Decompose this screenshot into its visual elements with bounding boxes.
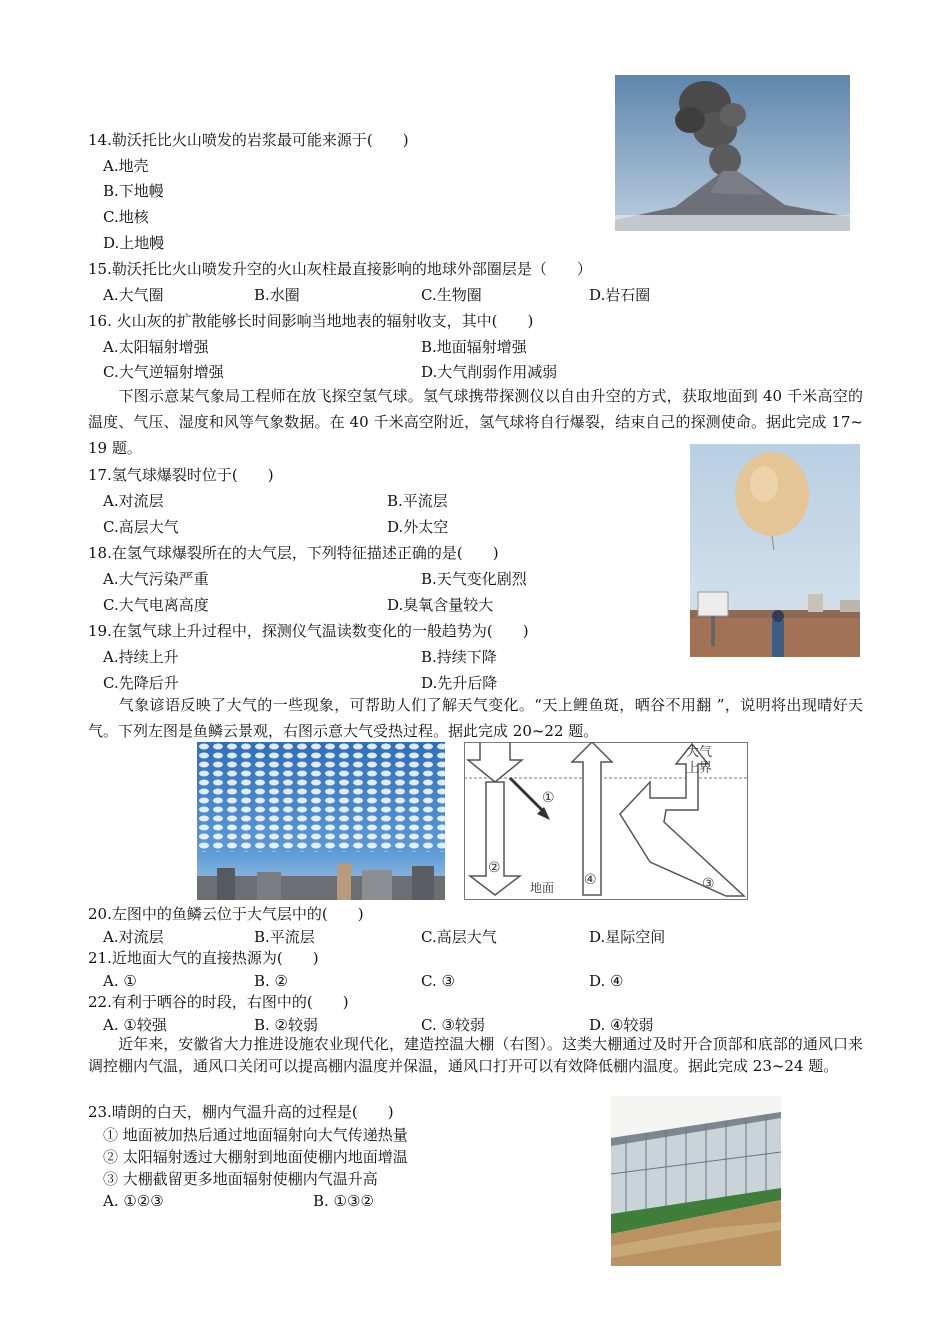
q21-option-c[interactable]: C. ③ bbox=[421, 972, 455, 990]
q18-option-b[interactable]: B.天气变化剧烈 bbox=[421, 570, 527, 588]
q16-option-b[interactable]: B.地面辐射增强 bbox=[421, 338, 527, 356]
q17-option-b[interactable]: B.平流层 bbox=[387, 492, 448, 510]
q15-option-d[interactable]: D.岩石圈 bbox=[589, 286, 651, 304]
q19-option-a[interactable]: A.持续上升 bbox=[103, 648, 179, 666]
cloud-photo bbox=[197, 742, 445, 900]
q19-stem: 19.在氢气球上升过程中，探测仪气温读数变化的一般趋势为( ) bbox=[88, 622, 529, 640]
q23-statement-3: ③ 大棚截留更多地面辐射使棚内气温升高 bbox=[103, 1170, 378, 1188]
q22-option-a[interactable]: A. ①较强 bbox=[103, 1016, 167, 1034]
q16-option-a[interactable]: A.太阳辐射增强 bbox=[103, 338, 209, 356]
q16-option-c[interactable]: C.大气逆辐射增强 bbox=[103, 363, 224, 381]
q22-option-c[interactable]: C. ③较弱 bbox=[421, 1016, 485, 1034]
volcano-photo bbox=[615, 75, 850, 231]
q19-option-c[interactable]: C.先降后升 bbox=[103, 674, 179, 692]
marker-4: ④ bbox=[584, 872, 597, 888]
q15-option-c[interactable]: C.生物圈 bbox=[421, 286, 482, 304]
label-ground: 地面 bbox=[530, 881, 555, 895]
label-top-boundary: 上界 bbox=[686, 761, 713, 776]
q14-option-d[interactable]: D.上地幔 bbox=[103, 234, 165, 252]
q21-option-d[interactable]: D. ④ bbox=[589, 972, 624, 990]
balloon-photo bbox=[690, 444, 860, 657]
q20-option-a[interactable]: A.对流层 bbox=[103, 928, 164, 946]
q18-stem: 18.在氢气球爆裂所在的大气层，下列特征描述正确的是( ) bbox=[88, 544, 499, 562]
heating-diagram bbox=[464, 742, 748, 900]
q19-option-d[interactable]: D.先升后降 bbox=[421, 674, 498, 692]
marker-3: ③ bbox=[702, 876, 715, 892]
q14-option-a[interactable]: A.地壳 bbox=[103, 157, 149, 175]
q20-option-c[interactable]: C.高层大气 bbox=[421, 928, 497, 946]
q21-option-b[interactable]: B. ② bbox=[254, 972, 289, 990]
q22-option-b[interactable]: B. ②较弱 bbox=[254, 1016, 319, 1034]
q17-stem: 17.氢气球爆裂时位于( ) bbox=[88, 466, 274, 484]
q23-statement-1: ① 地面被加热后通过地面辐射向大气传递热量 bbox=[103, 1126, 408, 1144]
q18-option-d[interactable]: D.臭氧含量较大 bbox=[387, 596, 494, 614]
q15-stem: 15.勒沃托比火山喷发升空的火山灰柱最直接影响的地球外部圈层是（ ） bbox=[88, 260, 592, 278]
q18-option-a[interactable]: A.大气污染严重 bbox=[103, 570, 209, 588]
q20-option-b[interactable]: B.平流层 bbox=[254, 928, 315, 946]
q16-option-d[interactable]: D.大气削弱作用减弱 bbox=[421, 363, 558, 381]
label-atmosphere: 大气 bbox=[686, 745, 713, 760]
q15-option-b[interactable]: B.水圈 bbox=[254, 286, 300, 304]
q22-option-d[interactable]: D. ④较弱 bbox=[589, 1016, 654, 1034]
q17-option-c[interactable]: C.高层大气 bbox=[103, 518, 179, 536]
q14-option-b[interactable]: B.下地幔 bbox=[103, 182, 164, 200]
q22-stem: 22.有利于晒谷的时段，右图中的( ) bbox=[88, 993, 349, 1011]
greenhouse-photo bbox=[611, 1096, 781, 1266]
q23-statement-2: ② 太阳辐射透过大棚射到地面使棚内地面增温 bbox=[103, 1148, 408, 1166]
q21-option-a[interactable]: A. ① bbox=[103, 972, 137, 990]
q20-stem: 20.左图中的鱼鳞云位于大气层中的( ) bbox=[88, 905, 364, 923]
q23-stem: 23.晴朗的白天，棚内气温升高的过程是( ) bbox=[88, 1103, 394, 1121]
q14-option-c[interactable]: C.地核 bbox=[103, 208, 149, 226]
q18-option-c[interactable]: C.大气电离高度 bbox=[103, 596, 209, 614]
q14-stem: 14.勒沃托比火山喷发的岩浆最可能来源于( ) bbox=[88, 131, 409, 149]
q17-option-a[interactable]: A.对流层 bbox=[103, 492, 164, 510]
q16-stem: 16. 火山灰的扩散能够长时间影响当地地表的辐射收支，其中( ) bbox=[88, 312, 534, 330]
q20-option-d[interactable]: D.星际空间 bbox=[589, 928, 666, 946]
q17-option-d[interactable]: D.外太空 bbox=[387, 518, 449, 536]
q23-option-b[interactable]: B. ①③② bbox=[313, 1192, 374, 1210]
intro-17-19: 下图示意某气象局工程师在放飞探空氢气球。氢气球携带探测仪以自由升空的方式，获取地面到 40 千米高空的温度、气压、湿度和风等气象数据。在 40 千米高空附近，氢气球将自行爆裂，结束自己的探测使命。据此完成 17~ 19 题。 bbox=[88, 387, 863, 457]
q19-option-b[interactable]: B.持续下降 bbox=[421, 648, 497, 666]
marker-1: ① bbox=[542, 790, 555, 806]
intro-20-22: 气象谚语反映了大气的一些现象，可帮助人们了解天气变化。“天上鲤鱼斑，晒谷不用翻 ”，说明将出现晴好天气。下列左图是鱼鳞云景观，右图示意大气受热过程。据此完成 20~22 题。 bbox=[88, 696, 863, 740]
intro-23-24: 近年来，安徽省大力推进设施农业现代化，建造控温大棚（右图）。这类大棚通过及时开合顶部和底部的通风口来调控棚内气温，通风口关闭可以提高棚内温度并保温，通风口打开可以有效降低棚内温度。据此完成 23~24 题。 bbox=[88, 1035, 863, 1075]
q23-option-a[interactable]: A. ①②③ bbox=[103, 1192, 164, 1210]
q21-stem: 21.近地面大气的直接热源为( ) bbox=[88, 949, 319, 967]
q15-option-a[interactable]: A.大气圈 bbox=[103, 286, 164, 304]
marker-2: ② bbox=[488, 860, 501, 876]
